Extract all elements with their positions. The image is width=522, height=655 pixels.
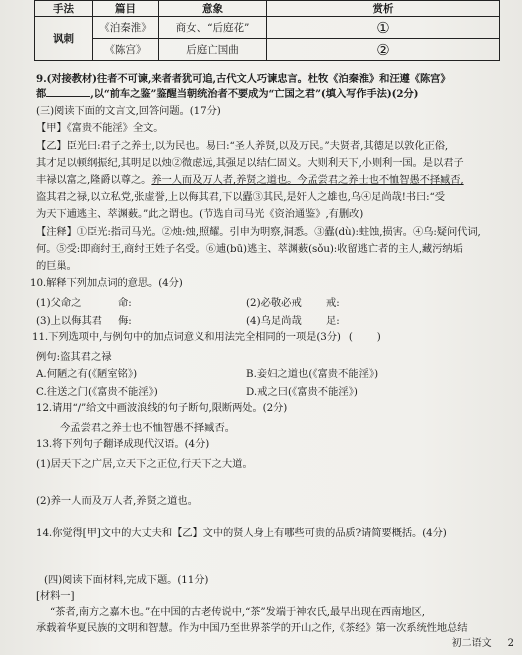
- q11-option-c[interactable]: C.往送之门(《富贵不能淫》): [36, 386, 158, 398]
- material-line-1: “茶者,南方之嘉木也。”在中国的古老传说中,“茶”发端于神农氏,最早出现在西南地区,: [50, 606, 425, 618]
- q10-item-4: (4)乌足尚哉: [246, 315, 302, 327]
- q11-stem: [32, 330, 381, 344]
- yi-line-3b-underlined: 养一人而及万人者,养贤之道也。今孟尝君之养士也不恤智愚不择臧否,: [151, 174, 464, 186]
- table-row: [35, 39, 500, 61]
- q9-line2: [36, 87, 418, 101]
- q11-paren-open[interactable]: (: [348, 331, 353, 343]
- q9-pre: 都: [36, 88, 47, 100]
- footer-subject: 初二语文: [451, 638, 492, 649]
- q12-sentence: 今孟尝君之养士也不恤智愚不择臧否。: [60, 422, 236, 434]
- q9-line1: 9.(对接教材)往者不可谏,来者者犹可追,古代文人巧谏忠言。杜牧《泊秦淮》和汪遵《陈宫》: [36, 73, 451, 85]
- yi-line-5: 为天下逋逃主、萃渊薮。”此之谓也。(节选自司马光《资治通鉴》,有删改): [36, 208, 364, 220]
- q10-item-3: (3)上以侮其君: [36, 315, 103, 327]
- header-analysis: 赏析: [267, 1, 500, 17]
- q9-answer-blank[interactable]: [46, 87, 90, 97]
- q12-stem: 12.请用“/”给文中画波浪线的句子断句,限断两处。(2分): [36, 402, 288, 414]
- notes-line-2: 何。⑤受:即商纣王,商纣王姓子名受。⑥逋(bū)逃主、萃渊薮(sǒu):收留逃亡者的主人,藏污纳垢: [36, 243, 463, 255]
- q10-item-3-label[interactable]: 侮:: [118, 315, 132, 327]
- q11-option-b[interactable]: B.妾妇之道也(《富贵不能淫》): [246, 368, 379, 380]
- notes-line-1: 【注释】①臣光:指司马光。②烛:烛,照耀。引申为明察,洞悉。③蠹(dù):蛀蚀,损害。④乌:疑问代词,: [36, 226, 481, 238]
- q10-item-2-label[interactable]: 戒:: [326, 297, 340, 309]
- q10-item-1: (1)父命之: [36, 297, 82, 309]
- answer-slot-1[interactable]: ①: [376, 18, 390, 37]
- q9-post: ,以“前车之鉴”鉴醒当朝统治者不要成为“亡国之君”(填入写作手法)(2分): [90, 88, 419, 100]
- material-line-2: 承载着华夏民族的文明和智慧。作为中国乃至世界茶学的开山之作,《茶经》第一次系统性地总结: [36, 622, 468, 634]
- section3-heading: (三)阅读下面的文言文,回答问题。(17分): [36, 105, 221, 117]
- q13-stem: 13.将下列句子翻译成现代汉语。(4分): [36, 438, 210, 450]
- jia-text: 【甲】《富贵不能淫》全文。: [36, 122, 164, 134]
- q11-example: 例句:盗其君之禄: [36, 351, 112, 363]
- material-1-label: [材料一]: [36, 590, 75, 602]
- q14-stem: 14.你觉得[甲]文中的大丈夫和【乙】文中的贤人身上有哪些可贵的品质?请简要概括。(4分): [36, 527, 447, 539]
- yi-line-1: 【乙】臣光曰:君子之养士,以为民也。易曰:“圣人养贤,以及万民。”夫贤者,其德足以敦化正俗,: [36, 140, 449, 152]
- imagery-cell: 后庭亡国曲: [159, 39, 267, 61]
- q11-option-a[interactable]: A.何陋之有(《陋室铭》): [36, 368, 138, 380]
- technique-cell: 讽刺: [35, 17, 93, 61]
- yi-line-2: 其才足以顿纲振纪,其明足以烛②微虑远,其强足以结仁固义。大则利天下,小则利一国。是以君子: [36, 157, 464, 169]
- yi-line-4: 盗其君之禄,以立私党,张虚誉,上以侮其君,下以蠹③其民,是奸人之雄也,乌④足尚哉!书曰:“受: [36, 191, 445, 203]
- q10-item-1-label[interactable]: 命:: [118, 297, 132, 309]
- header-imagery: 意象: [159, 1, 267, 17]
- yi-line-3: [36, 173, 464, 187]
- q13-item-2: (2)养一人而及万人者,养贤之道也。: [36, 495, 199, 507]
- header-technique: 手法: [35, 1, 93, 17]
- notes-line-3: 的巨巢。: [36, 260, 77, 272]
- title-cell: 《陈宫》: [93, 39, 159, 61]
- footer-page-number: 2: [507, 638, 514, 649]
- imagery-cell: 商女、“后庭花”: [159, 17, 267, 39]
- yi-line-3a: 丰禄以富之,隆爵以尊之。: [36, 174, 152, 186]
- page-footer: [436, 634, 514, 649]
- q10-stem: 10.解释下列加点词的意思。(4分): [30, 277, 183, 289]
- q10-item-4-label[interactable]: 足:: [326, 315, 340, 327]
- q10-item-2: (2)必敬必戒: [246, 297, 302, 309]
- q11-paren-close[interactable]: ): [376, 331, 381, 343]
- analysis-cell: [267, 17, 500, 39]
- title-cell: 《泊秦淮》: [93, 17, 159, 39]
- header-title: 篇目: [93, 1, 159, 17]
- section4-heading: (四)阅读下面材料,完成下题。(11分): [44, 574, 209, 586]
- analysis-cell: [267, 39, 500, 61]
- table-row: [35, 17, 500, 39]
- table-header-row: [35, 1, 500, 17]
- answer-slot-2[interactable]: ②: [376, 40, 390, 59]
- q13-item-1: (1)居天下之广居,立天下之正位,行天下之大道。: [36, 458, 253, 470]
- q11-stem-text: 11.下列选项中,与例句中的加点词意义和用法完全相同的一项是(3分): [32, 331, 341, 343]
- comparison-table: [34, 0, 500, 61]
- q11-option-d[interactable]: D.戒之曰(《富贵不能淫》): [246, 386, 358, 398]
